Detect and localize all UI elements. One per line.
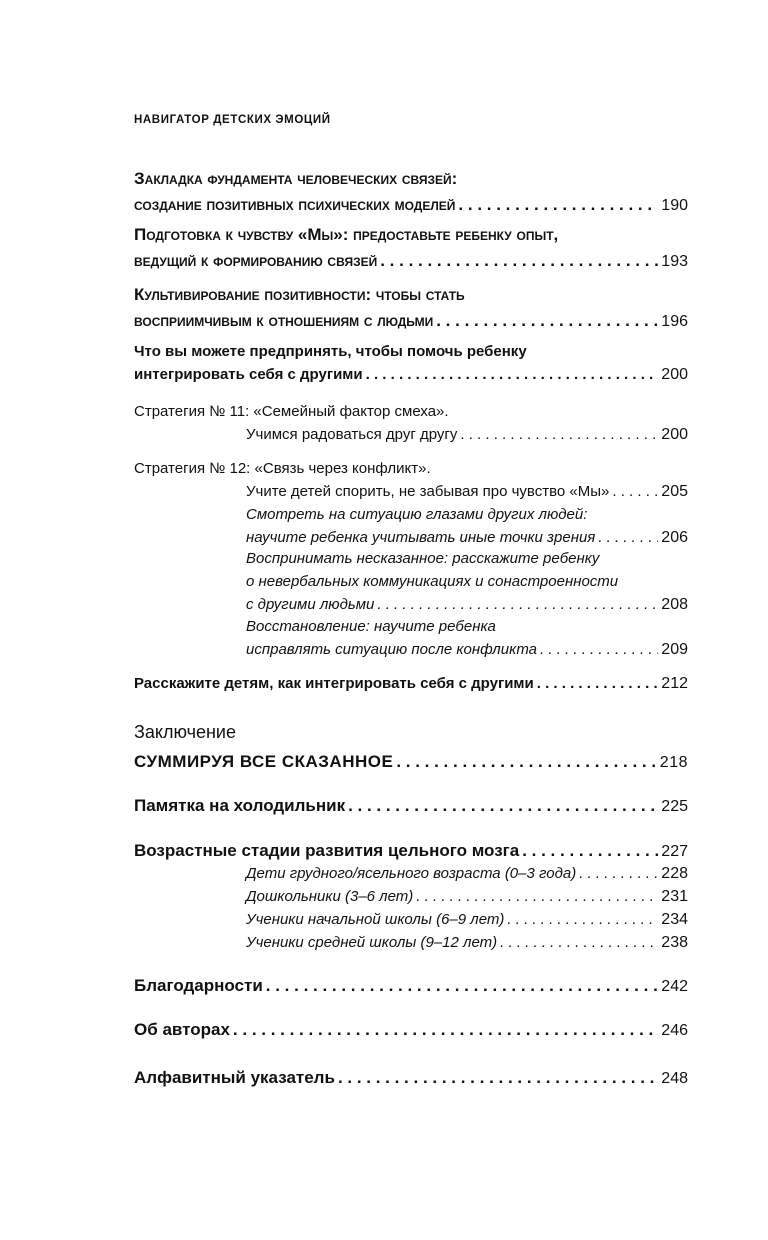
toc-leader-dots [460, 423, 658, 446]
toc-leader-dots [266, 973, 659, 999]
toc-entry-index[interactable] [134, 1065, 688, 1092]
toc-entry-strategy-12[interactable] [134, 457, 688, 503]
toc-entry-we-feeling[interactable] [134, 222, 688, 275]
toc-entry-title: Возрастные стадии развития цельного мозга [134, 841, 520, 860]
toc-entry-title-line2: ведущий к формированию связей [134, 251, 378, 270]
toc-entry-title-line2: восприимчивым к отношениям с людьми [134, 311, 434, 330]
toc-page-number: 246 [661, 1022, 688, 1039]
toc-leader-dots [348, 793, 658, 819]
toc-page-number: 196 [661, 313, 688, 330]
toc-page-number: 231 [661, 888, 688, 905]
toc-entry-line [134, 423, 688, 446]
toc-age-item[interactable] [134, 931, 688, 954]
toc-entry-title-line2: Учите детей спорить, не забывая про чувство «Мы» [246, 483, 610, 500]
toc-entry-line [134, 838, 688, 865]
toc-page-number: 190 [661, 197, 688, 214]
toc-entry-title: Алфавитный указатель [134, 1068, 335, 1087]
toc-entry-title-line2: создание позитивных психических моделей [134, 195, 456, 214]
toc-page-number: 209 [661, 641, 688, 658]
toc-entry-title-line1: Смотреть на ситуацию глазами других людей: [246, 506, 588, 523]
toc-page-number: 208 [661, 596, 688, 613]
toc-entry-title-line1: Закладка фундамента человеческих связей: [134, 169, 458, 188]
toc-entry-line [134, 793, 688, 820]
toc-page-number: 212 [661, 675, 688, 692]
toc-leader-dots [500, 931, 658, 954]
toc-leader-dots [396, 749, 656, 775]
toc-age-item[interactable] [134, 908, 688, 931]
toc-entry-line [134, 308, 688, 335]
toc-page-number: 206 [661, 529, 688, 546]
toc-entry-line [134, 526, 688, 549]
toc-leader-dots [233, 1017, 658, 1043]
toc-subentry-nonverbal[interactable] [134, 547, 688, 616]
toc-entry-line [134, 593, 688, 616]
toc-entry-summary[interactable] [134, 749, 688, 776]
toc-entry-title-line2: научите ребенка учитывать иные точки зрения [246, 529, 596, 546]
toc-entry-line [134, 638, 688, 661]
toc-entry-strategy-11[interactable] [134, 400, 688, 446]
toc-page-number: 228 [661, 865, 688, 882]
toc-leader-dots [377, 593, 658, 616]
toc-leader-dots [458, 192, 658, 218]
toc-age-label: Дошкольники (3–6 лет) [246, 888, 414, 905]
toc-entry-title-line1: Стратегия № 12: «Связь через конфликт». [134, 460, 431, 477]
toc-entry-title-line1: Культивирование позитивности: чтобы стать [134, 285, 465, 304]
toc-entry-title-line1: Воспринимать несказанное: расскажите ребенку [246, 550, 600, 567]
toc-age-item[interactable] [134, 862, 688, 885]
toc-page-number: 200 [661, 366, 688, 383]
toc-entry-line [134, 192, 688, 219]
toc-entry-title-line2: о невербальных коммуникациях и сонастроенности [246, 573, 619, 590]
toc-entry-title-line2: исправлять ситуацию после конфликта [246, 641, 538, 658]
toc-page-number: 238 [661, 934, 688, 951]
toc-entry-foundation[interactable] [134, 166, 688, 219]
toc-entry-title-line1: Стратегия № 11: «Семейный фактор смеха». [134, 403, 449, 420]
toc-entry-title-line1: Восстановление: научите ребенка [246, 618, 496, 635]
toc-leader-dots [507, 908, 658, 931]
toc-entry-line [134, 1017, 688, 1044]
toc-entry-fridge-memo[interactable] [134, 793, 688, 820]
section-label-conclusion: Заключение [134, 722, 236, 742]
toc-page-number: 234 [661, 911, 688, 928]
toc-entry-about-authors[interactable] [134, 1017, 688, 1044]
toc-entry-line [134, 672, 688, 695]
toc-subentry-repair[interactable] [134, 615, 688, 661]
toc-entry-age-stages[interactable] [134, 838, 688, 865]
toc-page-number: 193 [661, 253, 688, 270]
toc-age-label: Дети грудного/ясельного возраста (0–3 года) [246, 865, 577, 882]
toc-leader-dots [522, 838, 658, 864]
toc-entry-title: Расскажите детям, как интегрировать себя с другими [134, 675, 534, 692]
toc-age-label: Ученики средней школы (9–12 лет) [246, 934, 498, 951]
toc-leader-dots [540, 638, 658, 661]
toc-page-number: 225 [661, 798, 688, 815]
toc-leader-dots [416, 885, 658, 908]
toc-age-list [134, 862, 688, 954]
toc-age-item[interactable] [134, 885, 688, 908]
toc-entry-line [134, 973, 688, 1000]
toc-entry-title: СУММИРУЯ ВСЕ СКАЗАННОЕ [134, 752, 394, 771]
toc-page-number: 248 [661, 1070, 688, 1087]
toc-entry-title: Об авторах [134, 1020, 230, 1039]
toc-entry-title: Памятка на холодильник [134, 796, 346, 815]
toc-entry-title-line2: интегрировать себя с другими [134, 366, 363, 383]
toc-subentry-perspective[interactable] [134, 503, 688, 549]
toc-leader-dots [598, 526, 658, 549]
toc-entry-line [134, 480, 688, 503]
toc-leader-dots [366, 363, 659, 386]
running-header: НАВИГАТОР ДЕТСКИХ ЭМОЦИЙ [134, 114, 331, 126]
toc-entry-title-line1: Что вы можете предпринять, чтобы помочь ребенку [134, 343, 527, 360]
toc-entry-title-line2: Учимся радоваться друг другу [246, 426, 458, 443]
toc-leader-dots [338, 1065, 658, 1091]
toc-page-number: 227 [661, 843, 688, 860]
toc-entry-line [134, 1065, 688, 1092]
toc-entry-acknowledgments[interactable] [134, 973, 688, 1000]
toc-leader-dots [612, 480, 658, 503]
toc-entry-positivity[interactable] [134, 282, 688, 335]
toc-page-number: 218 [659, 754, 688, 771]
toc-age-label: Ученики начальной школы (6–9 лет) [246, 911, 505, 928]
toc-entry-line [134, 363, 688, 386]
toc-entry-title-line1: Подготовка к чувству «Мы»: предоставьте ребенку опыт, [134, 225, 559, 244]
toc-page-number: 205 [661, 483, 688, 500]
toc-entry-tell-children[interactable] [134, 672, 688, 695]
toc-page-number: 242 [661, 978, 688, 995]
toc-leader-dots [579, 862, 658, 885]
toc-entry-what-you-can-do[interactable] [134, 340, 688, 386]
toc-entry-line [134, 248, 688, 275]
toc-entry-title-line3: с другими людьми [246, 596, 375, 613]
toc-leader-dots [537, 672, 659, 695]
toc-leader-dots [436, 308, 658, 334]
toc-page-number: 200 [661, 426, 688, 443]
toc-entry-title: Благодарности [134, 976, 263, 995]
toc-leader-dots [380, 248, 658, 274]
toc-entry-line [134, 749, 688, 776]
